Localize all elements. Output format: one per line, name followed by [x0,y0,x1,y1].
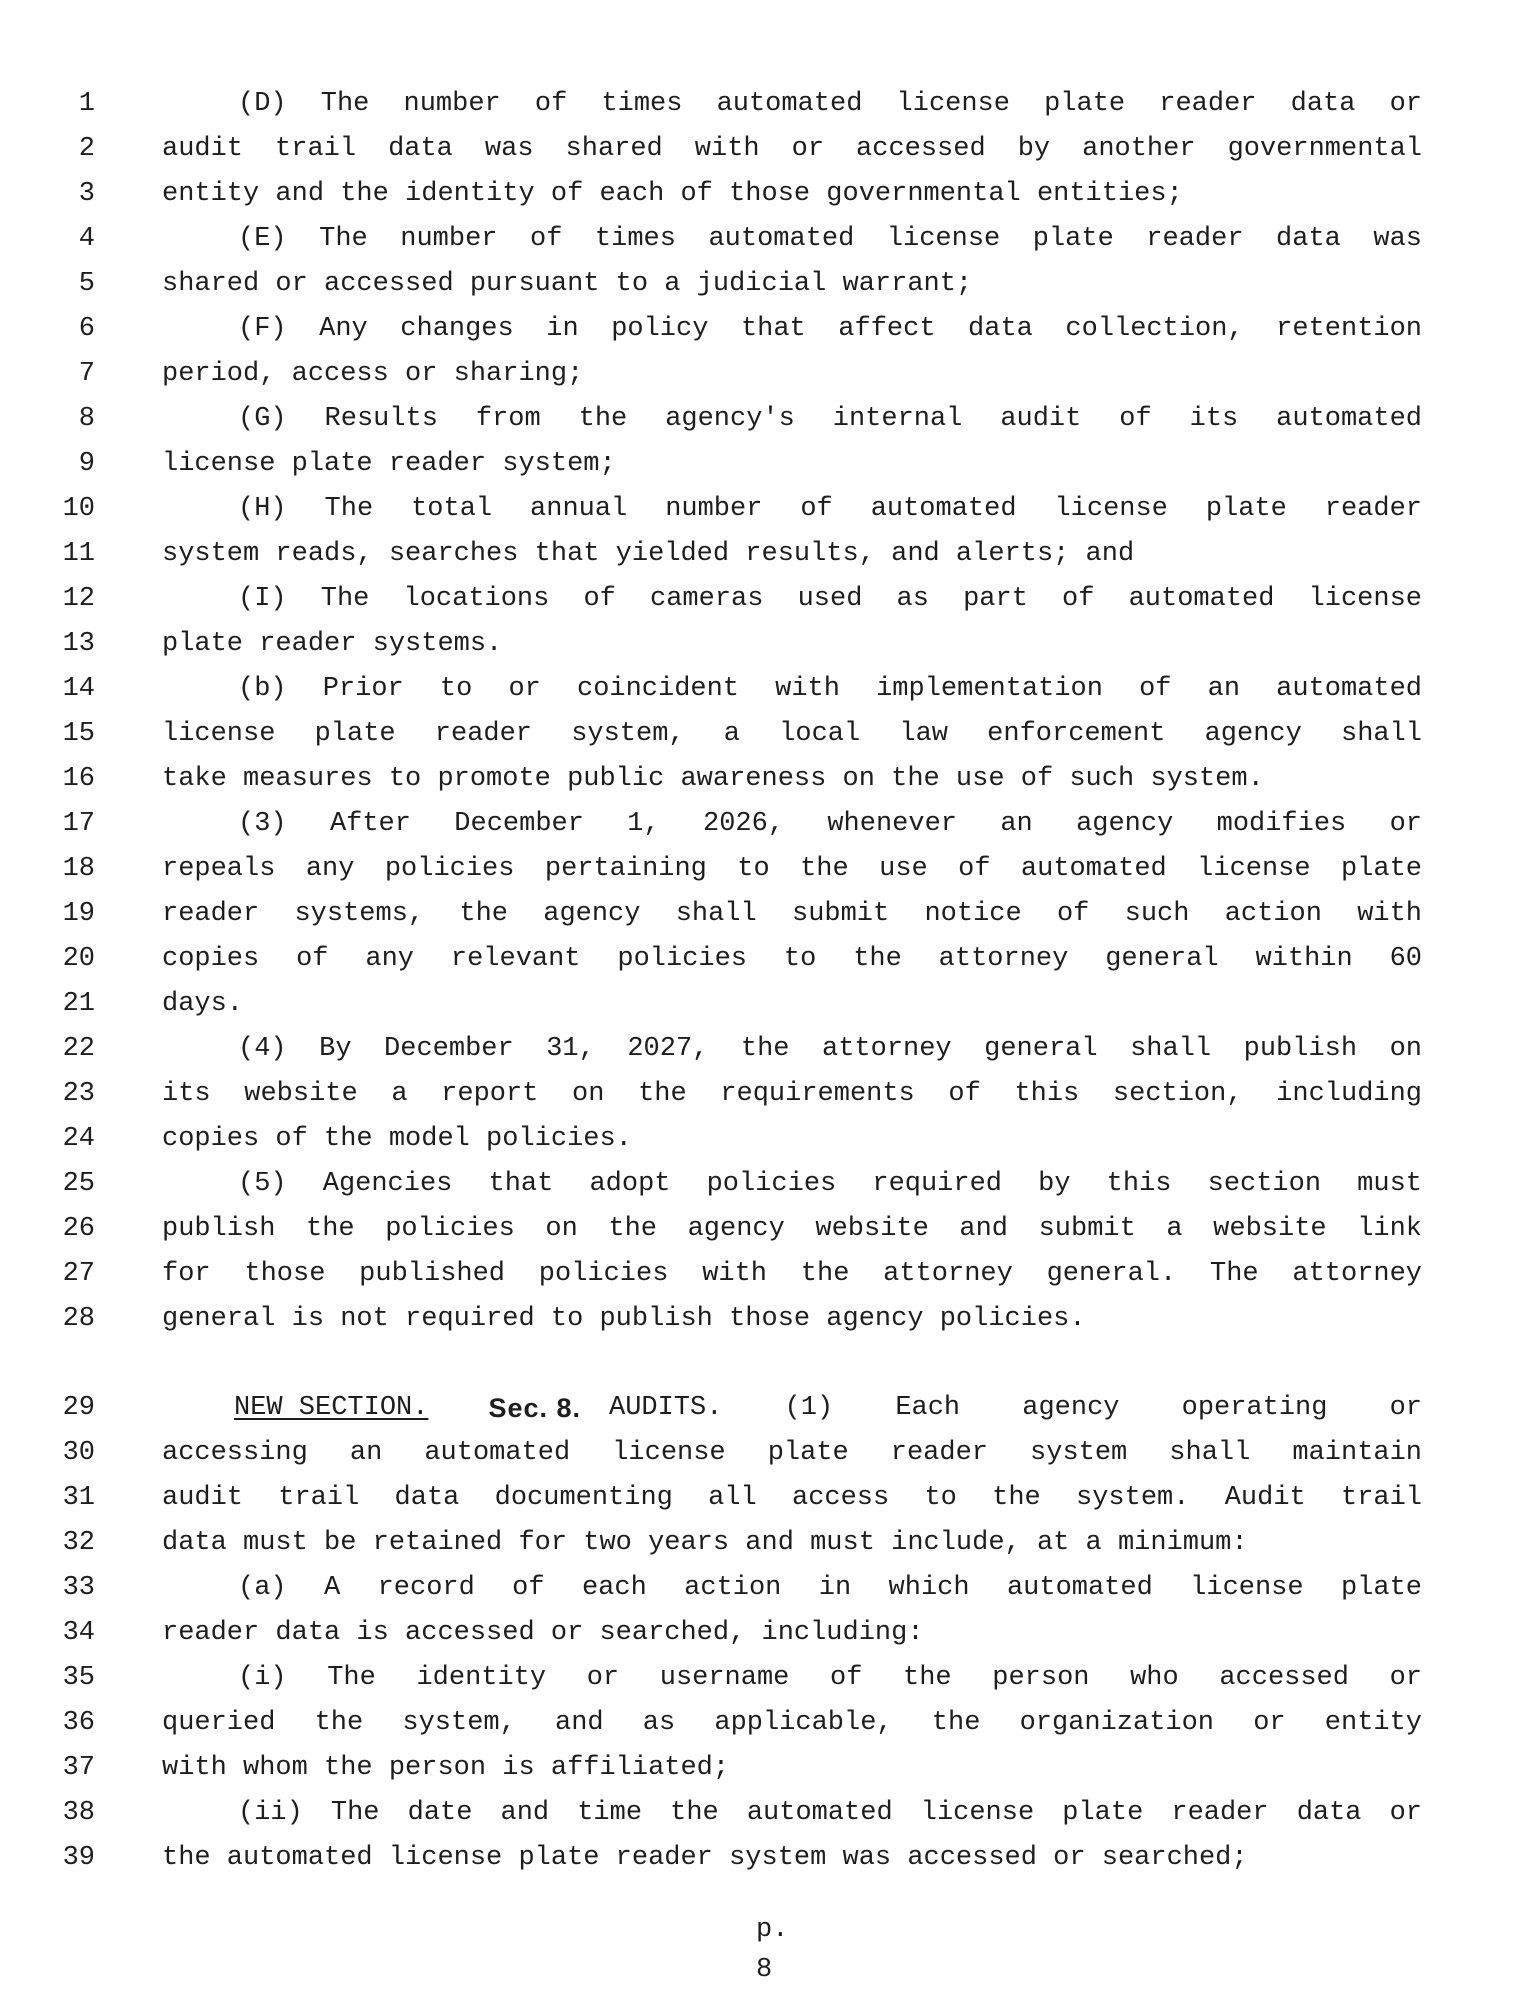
document-line [78,219,1422,259]
line-number: 39 [62,1843,95,1873]
document-line [62,1793,1422,1833]
line-number: 29 [62,1393,95,1423]
line-text: (I) The locations of cameras used as part of automated license [238,584,1422,614]
line-text: license plate reader system, a local law enforcement agency shall [162,719,1422,749]
line-number: 11 [62,539,95,569]
document-line [62,1523,1422,1563]
document-line [78,84,1422,124]
document-line [62,1703,1422,1743]
line-number: 21 [62,989,95,1019]
document-line [78,309,1422,349]
line-number: 10 [62,494,95,524]
document-line [62,1838,1422,1878]
document-line [62,984,1422,1024]
document-line [62,1254,1422,1294]
line-number: 24 [62,1124,95,1154]
line-number: 25 [62,1169,95,1199]
line-text: (ii) The date and time the automated license plate reader data or [238,1798,1422,1828]
line-number: 38 [62,1798,95,1828]
document-line [78,444,1422,484]
document-line [62,1433,1422,1473]
line-text: data must be retained for two years and must include, at a minimum: [162,1528,1248,1558]
line-text: audit trail data documenting all access to the system. Audit trail [162,1483,1422,1513]
document-line [62,579,1422,619]
document-line [62,1119,1422,1159]
document-line [78,354,1422,394]
document-line [62,894,1422,934]
line-number: 37 [62,1753,95,1783]
document-line [62,1478,1422,1518]
line-text: publish the policies on the agency website and submit a website link [162,1214,1422,1244]
line-text: days. [162,989,244,1019]
line-text: take measures to promote public awareness on the use of such system. [162,764,1264,794]
section-heading [162,1388,1422,1428]
document-line [62,1613,1422,1653]
page-number: p. 8 [756,1915,789,1985]
line-number: 1 [78,89,95,119]
line-text: system reads, searches that yielded results, and alerts; and [162,539,1135,569]
line-text: reader systems, the agency shall submit notice of such action with [162,899,1422,929]
line-number: 14 [62,674,95,704]
line-text: (i) The identity or username of the person who accessed or [238,1663,1422,1693]
line-text: (5) Agencies that adopt policies required by this section must [238,1169,1422,1199]
section-number: Sec. 8. [488,1393,581,1423]
line-number: 34 [62,1618,95,1648]
document-line [62,804,1422,844]
document-line [78,264,1422,304]
document-line [62,939,1422,979]
document-line [62,1299,1422,1339]
line-text: (3) After December 1, 2026, whenever an agency modifies or [238,809,1422,839]
section-heading-line [62,1388,1422,1428]
line-number: 33 [62,1573,95,1603]
line-text: (a) A record of each action in which automated license plate [238,1573,1422,1603]
line-number: 18 [62,854,95,884]
line-text: plate reader systems. [162,629,503,659]
document-line [78,174,1422,214]
line-number: 12 [62,584,95,614]
line-text: the automated license plate reader system was accessed or searched; [162,1843,1248,1873]
line-number: 8 [78,404,95,434]
line-text: shared or accessed pursuant to a judicial warrant; [162,269,973,299]
line-text: copies of the model policies. [162,1124,632,1154]
line-text: (E) The number of times automated license plate reader data was [238,224,1422,254]
line-text: repeals any policies pertaining to the use of automated license plate [162,854,1422,884]
document-line [78,399,1422,439]
line-number: 26 [62,1214,95,1244]
line-text: audit trail data was shared with or accessed by another governmental [162,134,1422,164]
line-number: 17 [62,809,95,839]
line-number: 32 [62,1528,95,1558]
line-number: 4 [78,224,95,254]
document-line [62,489,1422,529]
line-text: (D) The number of times automated license plate reader data or [238,89,1422,119]
line-text: for those published policies with the attorney general. The attorney [162,1259,1422,1289]
line-number: 31 [62,1483,95,1513]
line-number: 6 [78,314,95,344]
line-number: 23 [62,1079,95,1109]
document-line [62,669,1422,709]
line-number: 27 [62,1259,95,1289]
line-text: its website a report on the requirements of this section, including [162,1079,1422,1109]
section-heading-text: AUDITS. (1) Each agency operating or [609,1393,1422,1423]
line-number: 20 [62,944,95,974]
new-section-label: NEW SECTION. [234,1393,429,1423]
line-text: entity and the identity of each of those governmental entities; [162,179,1183,209]
line-text: reader data is accessed or searched, including: [162,1618,924,1648]
line-text: (4) By December 31, 2027, the attorney general shall publish on [238,1034,1422,1064]
line-text: period, access or sharing; [162,359,584,389]
line-number: 3 [78,179,95,209]
line-number: 22 [62,1034,95,1064]
document-line [62,1074,1422,1114]
line-number: 35 [62,1663,95,1693]
line-text: copies of any relevant policies to the attorney general within 60 [162,944,1422,974]
line-text: with whom the person is affiliated; [162,1753,730,1783]
line-text: (F) Any changes in policy that affect data collection, retention [238,314,1422,344]
document-line [78,129,1422,169]
document-line [62,624,1422,664]
document-line [62,534,1422,574]
line-text: general is not required to publish those agency policies. [162,1304,1086,1334]
line-number: 16 [62,764,95,794]
document-line [62,759,1422,799]
line-number: 2 [78,134,95,164]
line-number: 9 [78,449,95,479]
document-line [62,1164,1422,1204]
document-line [62,714,1422,754]
line-number: 30 [62,1438,95,1468]
document-line [62,1568,1422,1608]
line-text: queried the system, and as applicable, the organization or entity [162,1708,1422,1738]
document-line [62,849,1422,889]
line-text: (G) Results from the agency's internal audit of its automated [238,404,1422,434]
line-number: 28 [62,1304,95,1334]
line-text: accessing an automated license plate reader system shall maintain [162,1438,1422,1468]
document-line [62,1029,1422,1069]
line-number: 36 [62,1708,95,1738]
document-line [62,1658,1422,1698]
line-number: 13 [62,629,95,659]
line-number: 7 [78,359,95,389]
document-line [62,1209,1422,1249]
line-text: (b) Prior to or coincident with implementation of an automated [238,674,1422,704]
line-text: license plate reader system; [162,449,616,479]
line-number: 15 [62,719,95,749]
document-line [62,1748,1422,1788]
line-number: 5 [78,269,95,299]
line-text: (H) The total annual number of automated license plate reader [238,494,1422,524]
line-number: 19 [62,899,95,929]
